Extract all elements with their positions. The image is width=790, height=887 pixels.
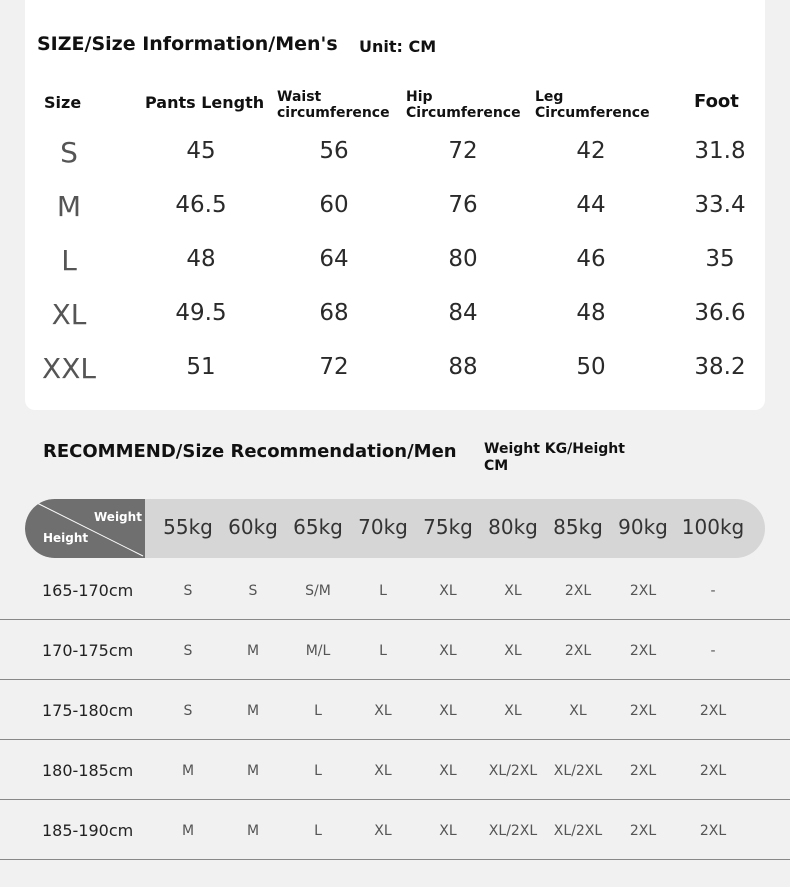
recommend-row [0,740,790,800]
recommended-size-cell: M [181,763,195,779]
corner-weight-label: Weight [94,510,142,524]
height-cell: 175-180cm [42,701,134,720]
recommended-size-cell: S [183,703,193,719]
header-waist-line1: Waist [277,89,322,105]
pants-length-cell: 48 [186,246,216,272]
height-cell: 165-170cm [42,581,134,600]
recommended-size-cell: XL/2XL [488,823,538,839]
recommend-row [0,800,790,860]
recommend-title: RECOMMEND/Size Recommendation/Men [43,441,457,462]
foot-cell: 33.4 [694,192,746,218]
corner-height-label: Height [43,531,89,545]
header-hip-line2: Circumference [406,105,521,121]
recommended-size-cell: L [314,763,322,779]
recommended-size-cell: 2XL [699,823,727,839]
leg-cell: 46 [576,246,606,272]
waist-cell: 68 [319,300,349,326]
foot-cell: 35 [705,246,735,272]
recommended-size-cell: XL [504,703,522,719]
recommended-size-cell: L [379,583,387,599]
weight-header-cell: 80kg [488,515,538,539]
header-foot: Foot [694,91,739,112]
size-info-card [25,0,765,410]
recommended-size-cell: 2XL [699,763,727,779]
height-cell: 180-185cm [42,761,134,780]
recommended-size-cell: 2XL [629,823,657,839]
recommend-row [0,620,790,680]
foot-cell: 38.2 [694,354,746,380]
header-leg-line2: Circumference [535,105,650,121]
weight-header-cell: 85kg [553,515,603,539]
recommended-size-cell: XL [504,643,522,659]
recommended-size-cell: XL/2XL [488,763,538,779]
weight-header-cell: 55kg [163,515,213,539]
hip-cell: 88 [448,354,478,380]
recommended-size-cell: S [183,643,193,659]
recommended-size-cell: - [710,643,716,659]
recommended-size-cell: XL [439,763,457,779]
recommended-size-cell: XL/2XL [553,763,603,779]
waist-cell: 72 [319,354,349,380]
recommended-size-cell: XL [439,703,457,719]
weight-header-cell: 90kg [618,515,668,539]
recommended-size-cell: M [181,823,195,839]
pants-length-cell: 51 [186,354,216,380]
size-cell: L [61,244,77,277]
pants-length-cell: 46.5 [175,192,227,218]
recommended-size-cell: XL/2XL [553,823,603,839]
weight-header-cell: 70kg [358,515,408,539]
recommended-size-cell: XL [374,823,392,839]
recommended-size-cell: 2XL [629,643,657,659]
header-leg-line1: Leg [535,89,564,105]
leg-cell: 44 [576,192,606,218]
size-info-unit: Unit: CM [359,37,437,56]
weight-header-cell: 65kg [293,515,343,539]
recommend-unit: Weight KG/Height CM [484,441,625,474]
waist-cell: 60 [319,192,349,218]
recommended-size-cell: L [314,703,322,719]
recommended-size-cell: XL [374,763,392,779]
recommended-size-cell: L [314,823,322,839]
hip-cell: 84 [448,300,478,326]
foot-cell: 31.8 [694,138,746,164]
recommended-size-cell: XL [374,703,392,719]
recommended-size-cell: 2XL [564,583,592,599]
recommended-size-cell: 2XL [699,703,727,719]
waist-cell: 64 [319,246,349,272]
weight-header-bar [25,499,765,558]
recommended-size-cell: XL [504,583,522,599]
leg-cell: 50 [576,354,606,380]
recommend-row [0,560,790,620]
pants-length-cell: 45 [186,138,216,164]
header-waist [277,89,390,121]
weight-header-cell: 75kg [423,515,473,539]
recommended-size-cell: L [379,643,387,659]
recommended-size-cell: XL [439,823,457,839]
foot-cell: 36.6 [694,300,746,326]
leg-cell: 48 [576,300,606,326]
pants-length-cell: 49.5 [175,300,227,326]
recommended-size-cell: M [246,703,260,719]
recommend-row [0,680,790,740]
height-cell: 170-175cm [42,641,134,660]
header-hip [406,89,521,121]
height-cell: 185-190cm [42,821,134,840]
weight-header-cell: 60kg [228,515,278,539]
recommended-size-cell: M [246,643,260,659]
size-cell: XXL [42,352,96,385]
recommended-size-cell: M [246,763,260,779]
recommended-size-cell: M/L [305,643,331,659]
recommended-size-cell: XL [569,703,587,719]
recommended-size-cell: XL [439,583,457,599]
header-leg [535,89,650,121]
header-size: Size [44,93,82,112]
size-cell: XL [51,298,87,331]
corner-cell [25,499,145,558]
recommended-size-cell: M [246,823,260,839]
size-cell: S [60,136,78,169]
recommended-size-cell: S/M [305,583,331,599]
header-pants-length: Pants Length [145,93,265,112]
weight-header-cell: 100kg [681,515,745,539]
header-hip-line1: Hip [406,89,433,105]
recommended-size-cell: 2XL [629,703,657,719]
recommended-size-cell: S [248,583,258,599]
recommended-size-cell: XL [439,643,457,659]
diagonal-divider [25,499,145,558]
leg-cell: 42 [576,138,606,164]
size-cell: M [56,190,82,223]
recommended-size-cell: 2XL [629,763,657,779]
waist-cell: 56 [319,138,349,164]
recommended-size-cell: 2XL [629,583,657,599]
header-waist-line2: circumference [277,105,390,121]
recommended-size-cell: - [710,583,716,599]
recommended-size-cell: 2XL [564,643,592,659]
size-info-title: SIZE/Size Information/Men's [37,33,338,55]
hip-cell: 72 [448,138,478,164]
hip-cell: 80 [448,246,478,272]
hip-cell: 76 [448,192,478,218]
recommended-size-cell: S [183,583,193,599]
